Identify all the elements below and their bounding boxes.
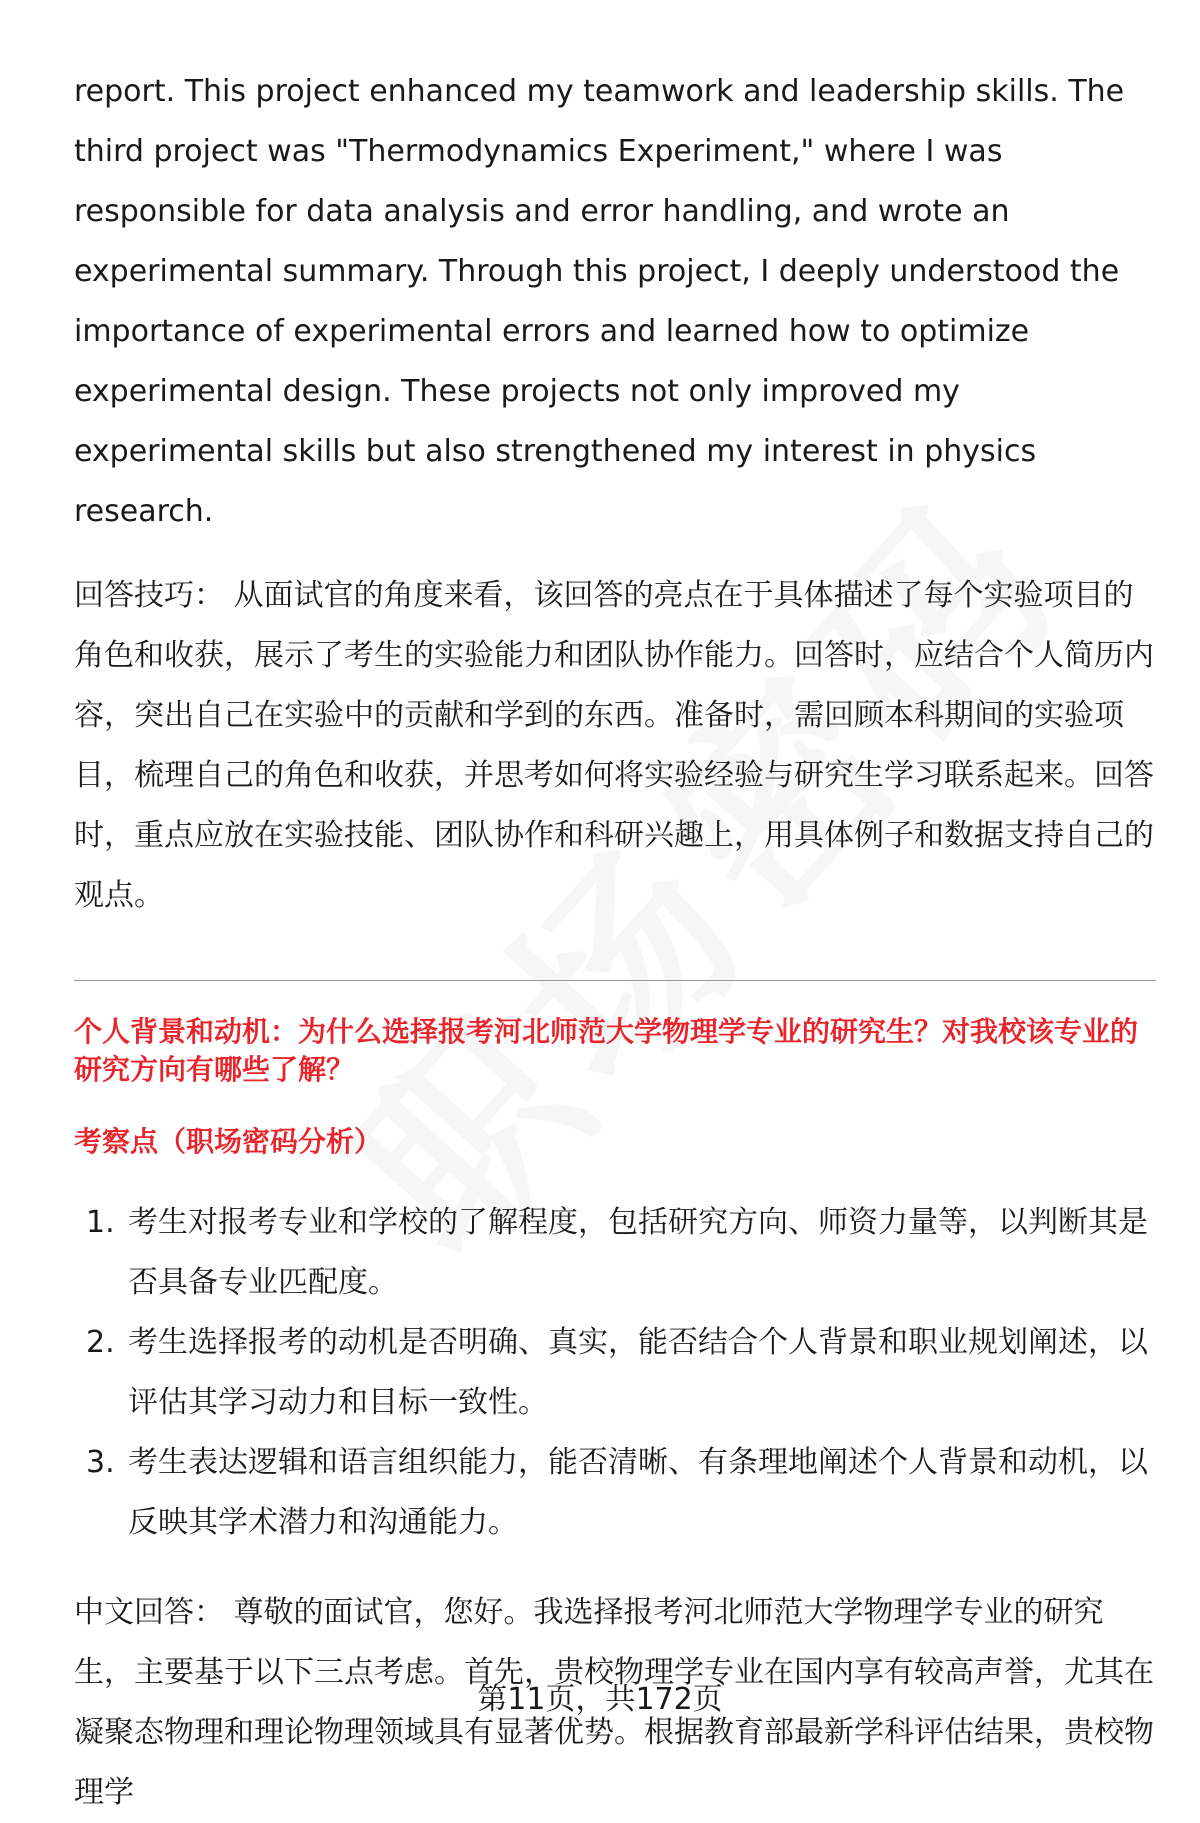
list-item — [74, 1313, 1156, 1433]
tips-paragraph — [74, 566, 1156, 926]
list-item — [74, 1433, 1156, 1553]
section-divider — [74, 980, 1156, 981]
list-item-number: 2. — [86, 1325, 115, 1360]
intro-paragraph: report. This project enhanced my teamwork and leadership skills. The third project was "Thermodynamics Experiment," where I was responsible for data analysis and error handling, and wrote an experimental summary. Through this project, I deeply understood the importance of experimental errors and learned how to optimize experimental design. These projects not only improved my experimental skills but also strengthened my interest in physics research. — [74, 74, 1125, 529]
list-item-text: 考生对报考专业和学校的了解程度，包括研究方向、师资力量等，以判断其是否具备专业匹配度。 — [128, 1205, 1148, 1300]
tips-label: 回答技巧： — [74, 578, 224, 613]
list-item — [74, 1193, 1156, 1313]
answer-label: 中文回答： — [74, 1595, 224, 1630]
points-heading: 考察点（职场密码分析） — [74, 1125, 383, 1158]
answer-text: 尊敬的面试官，您好。我选择报考河北师范大学物理学专业的研究生，主要基于以下三点考虑。首先，贵校物理学专业在国内享有较高声誉，尤其在凝聚态物理和理论物理领域具有显著优势。根据教育部最新学科评估结果，贵校物理学 — [74, 1595, 1154, 1810]
question-title: 个人背景和动机：为什么选择报考河北师范大学物理学专业的研究生？对我校该专业的研究方向有哪些了解？ — [74, 1015, 1139, 1086]
page-footer: 第11页，共172页 — [477, 1682, 723, 1717]
document-page — [74, 62, 1156, 1823]
points-list — [74, 1193, 1156, 1553]
list-item-number: 1. — [86, 1205, 115, 1240]
list-item-text: 考生选择报考的动机是否明确、真实，能否结合个人背景和职业规划阐述，以评估其学习动力和目标一致性。 — [128, 1325, 1148, 1420]
list-item-text: 考生表达逻辑和语言组织能力，能否清晰、有条理地阐述个人背景和动机，以反映其学术潜力和沟通能力。 — [128, 1445, 1148, 1540]
tips-text: 从面试官的角度来看，该回答的亮点在于具体描述了每个实验项目的角色和收获，展示了考生的实验能力和团队协作能力。回答时，应结合个人简历内容，突出自己在实验中的贡献和学到的东西。准备时，需回顾本科期间的实验项目，梳理自己的角色和收获，并思考如何将实验经验与研究生学习联系起来。回答时，重点应放在实验技能、团队协作和科研兴趣上，用具体例子和数据支持自己的观点。 — [74, 578, 1154, 913]
list-item-number: 3. — [86, 1445, 115, 1480]
